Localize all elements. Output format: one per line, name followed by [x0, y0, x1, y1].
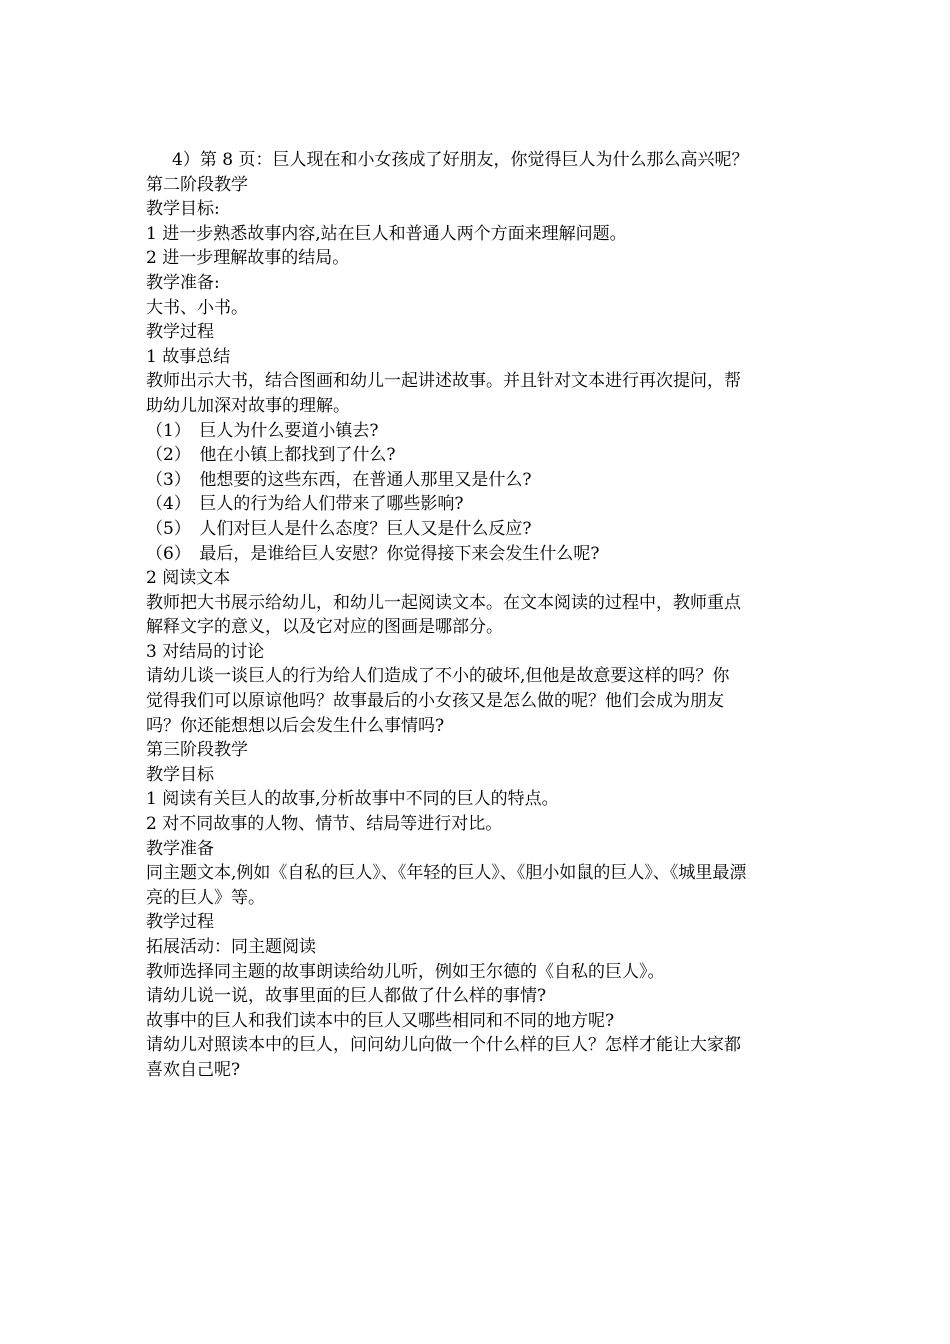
paragraph-line: 亮的巨人》等。: [146, 887, 265, 908]
question-item: （6） 最后，是谁给巨人安慰？你觉得接下来会发生什么呢?: [146, 543, 600, 564]
question-item: （3） 他想要的这些东西，在普通人那里又是什么?: [146, 469, 532, 490]
document-body: [146, 148, 811, 1083]
question-item: （4） 巨人的行为给人们带来了哪些影响?: [146, 494, 464, 515]
paragraph-line: 解释文字的意义，以及它对应的图画是哪部分。: [146, 617, 503, 638]
question-item: （5） 人们对巨人是什么态度？巨人又是什么反应?: [146, 518, 532, 539]
subheading-process: 教学过程: [146, 912, 214, 933]
subheading-preparation: 教学准备: [146, 838, 214, 859]
paragraph-line: 同主题文本,例如《自私的巨人》、《年轻的巨人》、《胆小如鼠的巨人》、《城里最漂: [146, 863, 747, 884]
question-item: （1） 巨人为什么要道小镇去?: [146, 420, 379, 441]
subheading-goals: 教学目标: [146, 764, 214, 785]
paragraph-line: 请幼儿谈一谈巨人的行为给人们造成了不小的破坏,但他是故意要这样的吗？你: [146, 666, 730, 687]
paragraph-line: 教师选择同主题的故事朗读给幼儿听，例如王尔德的《自私的巨人》。: [146, 961, 665, 982]
paragraph-line: 请幼儿说一说，故事里面的巨人都做了什么样的事情?: [146, 986, 547, 1007]
paragraph-line: 教师把大书展示给幼儿，和幼儿一起阅读文本。在文本阅读的过程中，教师重点: [146, 592, 741, 613]
paragraph-line: 觉得我们可以原谅他吗？故事最后的小女孩又是怎么做的呢？他们会成为朋友: [146, 691, 724, 712]
goal-item: 2 进一步理解故事的结局。: [146, 248, 350, 269]
paragraph-line: 喜欢自己呢?: [146, 1059, 241, 1080]
question-4-line: 4）第 8 页：巨人现在和小女孩成了好朋友，你觉得巨人为什么那么高兴呢？: [172, 150, 749, 170]
paragraph-line: 吗？你还能想想以后会发生什么事情吗?: [146, 715, 445, 736]
goal-item: 2 对不同故事的人物、情节、结局等进行对比。: [146, 814, 503, 835]
subheading-process: 教学过程: [146, 322, 214, 343]
process-step-heading: 3 对结局的讨论: [146, 641, 265, 662]
paragraph-line: 助幼儿加深对故事的理解。: [146, 395, 350, 416]
paragraph-line: 教师出示大书，结合图画和幼儿一起讲述故事。并且针对文本进行再次提问，帮: [146, 371, 741, 392]
process-step-heading: 2 阅读文本: [146, 568, 231, 589]
process-step-heading: 1 故事总结: [146, 346, 231, 367]
paragraph-line: 请幼儿对照读本中的巨人，问问幼儿向做一个什么样的巨人？怎样才能让大家都: [146, 1035, 741, 1056]
paragraph-line: 故事中的巨人和我们读本中的巨人又哪些相同和不同的地方呢?: [146, 1010, 615, 1031]
section-heading-stage-3: 第三阶段教学: [146, 740, 248, 761]
question-item: （2） 他在小镇上都找到了什么?: [146, 445, 396, 466]
preparation-text: 大书、小书。: [146, 297, 248, 318]
subheading-preparation: 教学准备:: [146, 272, 220, 293]
goal-item: 1 阅读有关巨人的故事,分析故事中不同的巨人的特点。: [146, 789, 559, 810]
goal-item: 1 进一步熟悉故事内容,站在巨人和普通人两个方面来理解问题。: [146, 223, 627, 244]
section-heading-stage-2: 第二阶段教学: [146, 174, 248, 195]
subheading-goals: 教学目标:: [146, 199, 220, 220]
activity-heading: 拓展活动：同主题阅读: [146, 937, 316, 957]
